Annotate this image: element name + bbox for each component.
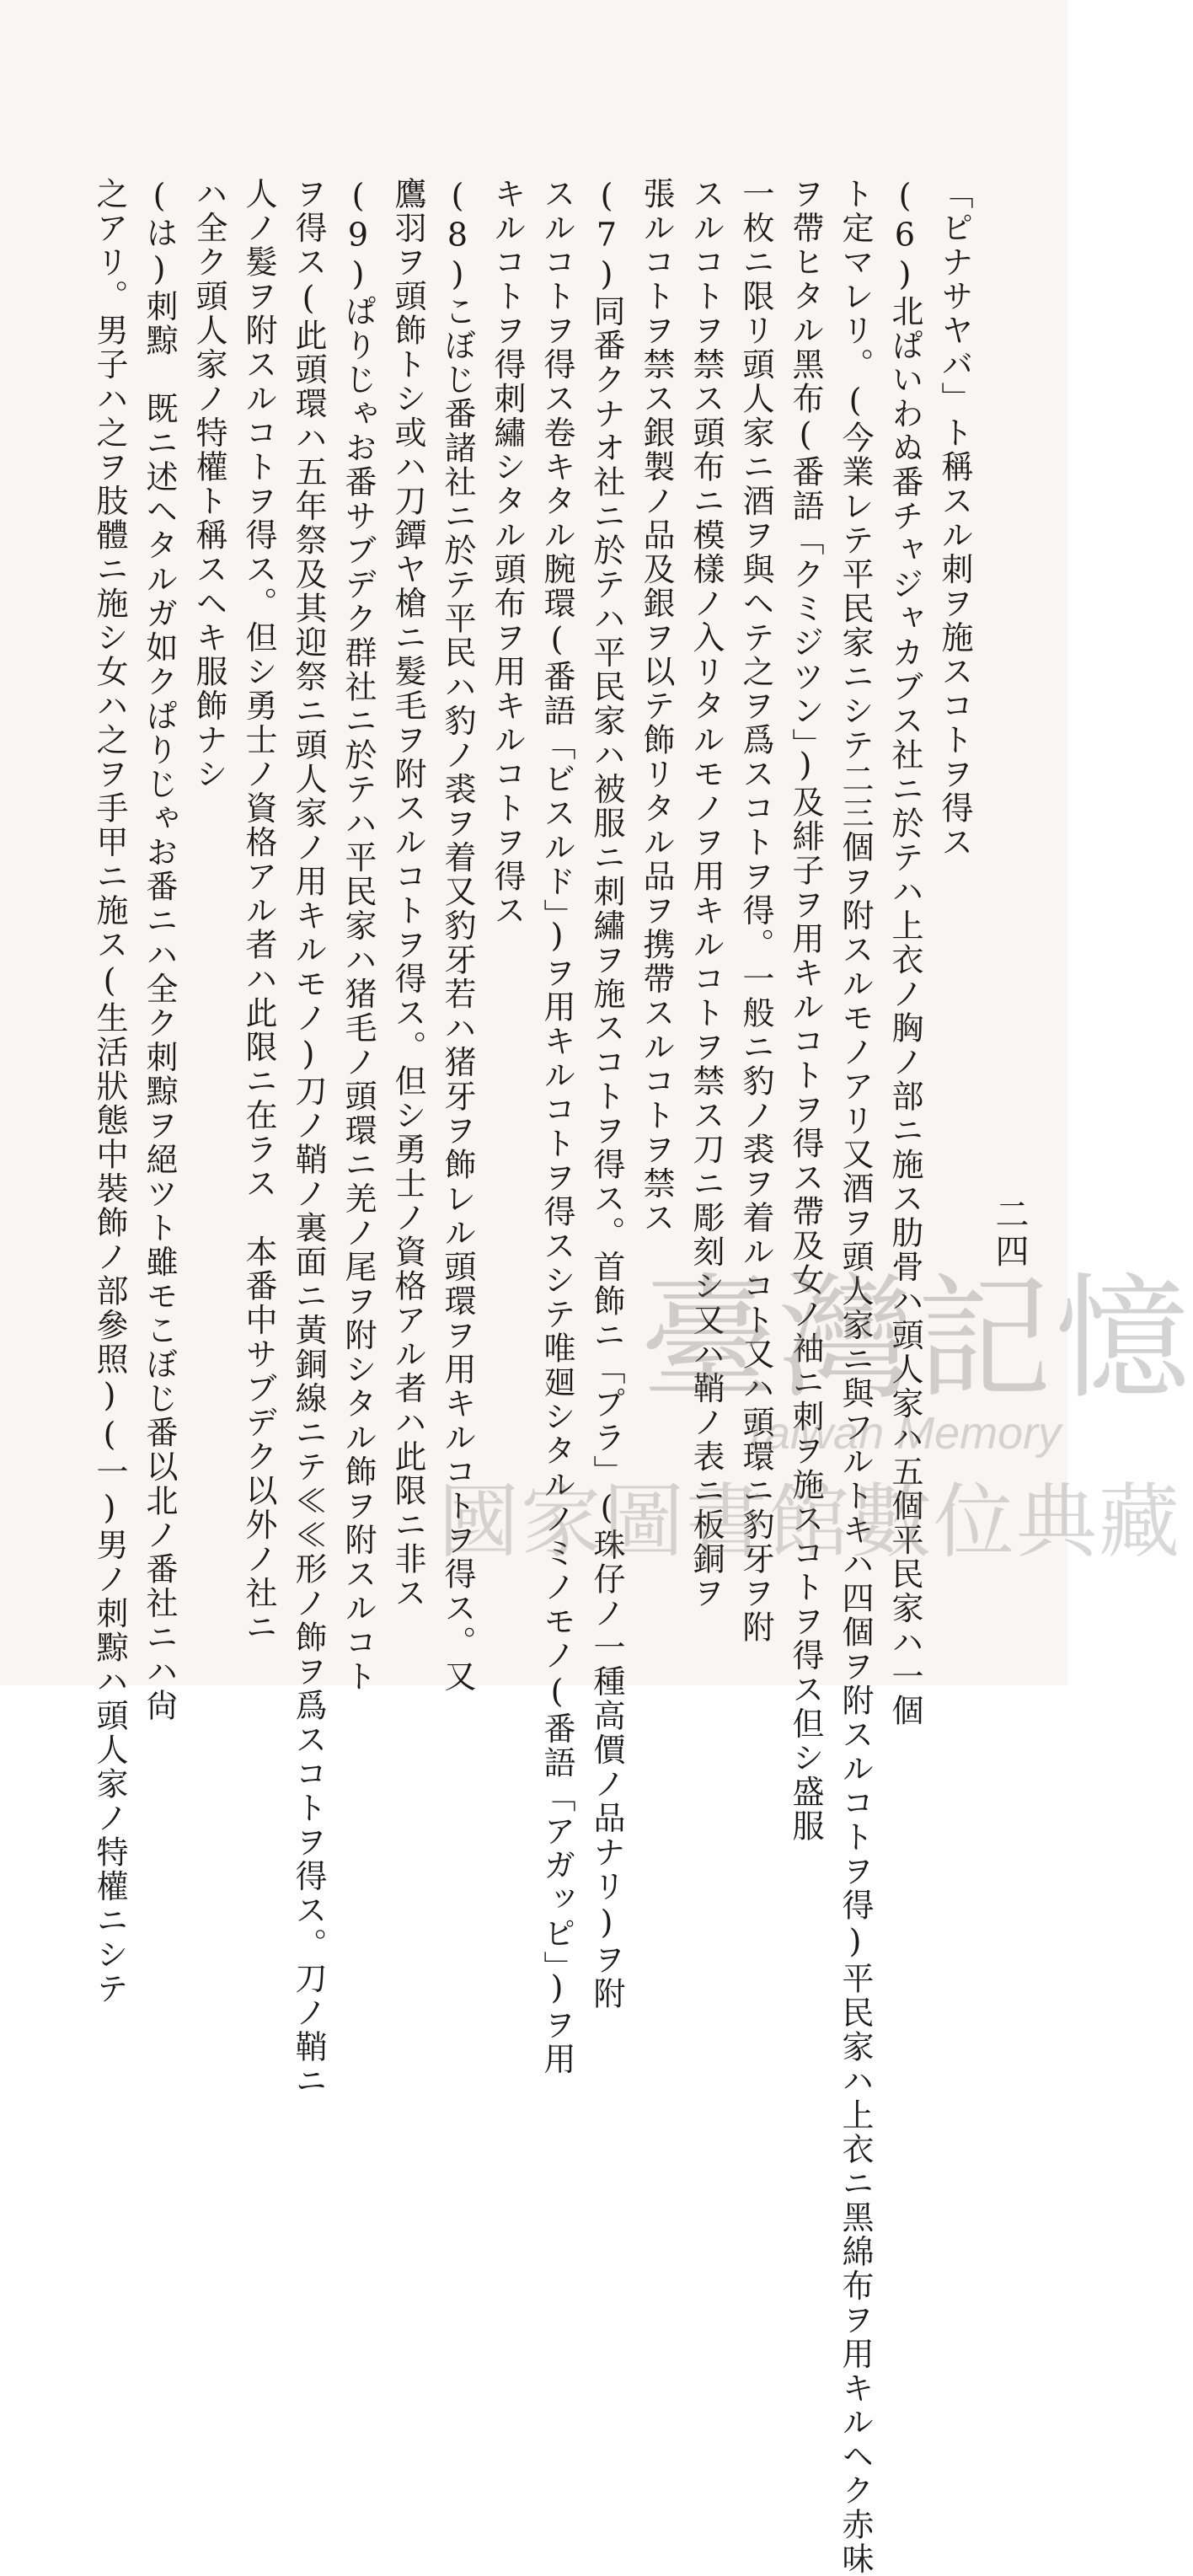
text-line: 「ピナサヤバ」ト稱スル刺ヲ施スコトヲ得ス [936, 177, 973, 860]
page-number: 二四 [990, 1197, 1029, 1271]
text-line: ヲ帶ヒタル黑布(番語「クミジツン」)及緋子ヲ用キルコトヲ得ス帶及女ノ袖ニ刺ヲ施スコトヲ得ス但シ盛服 [787, 177, 824, 1844]
text-line: スルコトヲ得ス卷キタル腕環(番語「ビスルド」)ヲ用キルコトヲ得スシテ唯廻シタルノミノモノ(番語「アガッピ」)ヲ用 [538, 177, 575, 2076]
text-line: (7)同番クナオ社ニ於テハ平民家ハ被服ニ刺繡ヲ施スコトヲ得ス。首飾ニ「プラ」(珠仔ノ一種高價ノ品ナリ)ヲ附 [588, 177, 625, 2011]
text-line: ハ全ク頭人家ノ特權ト稱スヘキ服飾ナシ [190, 177, 227, 791]
text-line: ヲ得ス(此頭環ハ五年祭及其迎祭ニ頭人家ノ用キルモノ)刀ノ鞘ノ裏面ニ黃銅線ニテ≪≪形ノ飾ヲ爲スコトヲ得ス。刀ノ鞘ニ [290, 177, 327, 2098]
text-line: キルコトヲ得刺繡シタル頭布ヲ用キルコトヲ得ス [489, 177, 526, 928]
text-line: (9)ぱりじゃお番サブデク群社ニ於テハ平民家ハ猪毛ノ頭環ニ羌ノ尾ヲ附シタル飾ヲ附スルコト [340, 177, 377, 1694]
text-line: (6)北ぱいわぬ番チャジャカブス社ニ於テハ上衣ノ胸ノ部ニ施ス肋骨ハ頭人家ハ五個平民家ハ一個 [886, 177, 923, 1728]
text-line: 一枚ニ限リ頭人家ニ酒ヲ與ヘテ之ヲ爲スコトヲ得。一般ニ豹ノ裘ヲ着ルコト又ハ頭環ニ豹牙ヲ附 [737, 177, 774, 1645]
text-line: スルコトヲ禁ス頭布ニ模樣ノ入リタルモノヲ用キルコトヲ禁ス刀ニ彫刻シ又ハ鞘ノ表ニ板銅ヲ [687, 177, 725, 1610]
text-line: (は)刺黥 既ニ述ヘタルガ如クぱりじゃお番ニハ全ク刺黥ヲ絕ツト雖モこぼじ番以北ノ番社ニハ尙 [141, 177, 178, 1723]
watermark-subtitle: 國家圖書館數位典藏 [438, 1475, 1181, 1569]
text-line: 人ノ髮ヲ附スルコトヲ得ス。但シ勇士ノ資格アル者ハ此限ニ在ラス 本番中サブデク以外ノ社ニ [240, 177, 277, 1645]
text-line: ト定マレリ。(今業レテ平民家ニシテ二三個ヲ附スルモノアリ又酒ヲ頭人家ニ與フルトキハ四個ヲ附スルコトヲ得)平民家ハ上衣ニ黑綿布ヲ用キルヘク赤味 [837, 177, 874, 2576]
text-line: 之アリ。男子ハ之ヲ肢體ニ施シ女ハ之ヲ手甲ニ施ス(生活狀態中裝飾ノ部參照)(一)男ノ刺黥ハ頭人家ノ特權ニシテ [91, 177, 128, 2006]
watermark-chinese: 臺灣記憶 [640, 1260, 1193, 1417]
text-line: 張ルコトヲ禁ス銀製ノ品及銀ヲ以テ飾リタル品ヲ携帶スルコトヲ禁ス [638, 177, 675, 1235]
text-line: (8)こぼじ番諸社ニ於テ平民ハ豹ノ裘ヲ着又豹牙若ハ猪牙ヲ飾レル頭環ヲ用キルコトヲ得ス。又 [439, 177, 476, 1694]
text-line: 鷹羽ヲ頭飾トシ或ハ刀鐔ヤ槍ニ髮毛ヲ附スルコトヲ得ス。但シ勇士ノ資格アル者ハ此限ニ非ス [389, 177, 426, 1610]
watermark-english: Taiwan Memory [741, 1408, 1062, 1459]
